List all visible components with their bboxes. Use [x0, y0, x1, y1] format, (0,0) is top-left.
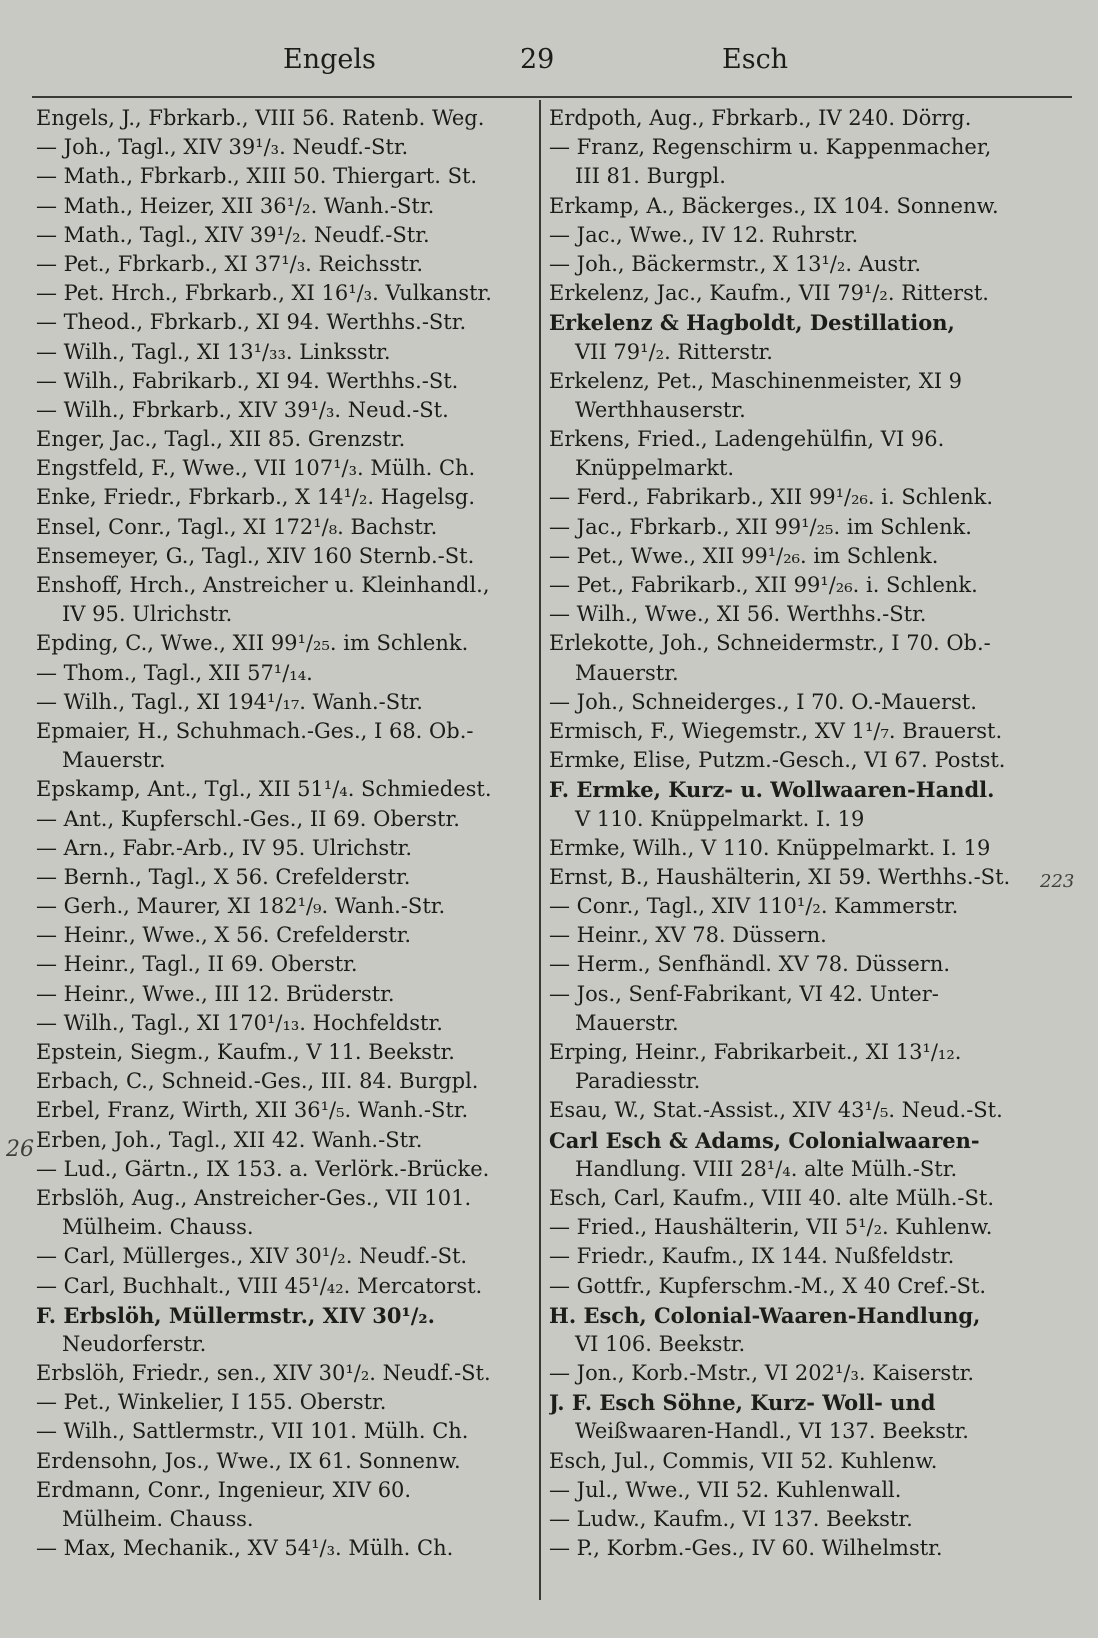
- directory-entry-continuation: Mauerstr.: [575, 660, 679, 685]
- directory-entry: — Fried., Haushälterin, VII 5¹/₂. Kuhlenw.: [549, 1215, 993, 1240]
- directory-entry: Erkelenz & Hagboldt, Destillation,: [549, 310, 955, 336]
- directory-entry: — Joh., Tagl., XIV 39¹/₃. Neudf.-Str.: [36, 135, 409, 160]
- directory-entry: — Carl, Müllerges., XIV 30¹/₂. Neudf.-St.: [36, 1244, 468, 1269]
- directory-entry: — Ludw., Kaufm., VI 137. Beekstr.: [549, 1507, 913, 1531]
- directory-entry: — Friedr., Kaufm., IX 144. Nußfeldstr.: [549, 1244, 955, 1269]
- directory-entry: Erping, Heinr., Fabrikarbeit., XI 13¹/₁₂.: [549, 1040, 962, 1064]
- directory-entry: H. Esch, Colonial-Waaren-Handlung,: [549, 1302, 981, 1328]
- directory-entry: Erdmann, Conr., Ingenieur, XIV 60.: [36, 1477, 412, 1502]
- directory-entry: — Wilh., Sattlermstr., VII 101. Mülh. Ch.: [36, 1419, 469, 1444]
- page-number: 29: [520, 44, 555, 75]
- directory-entry-continuation: Neudorferstr.: [62, 1331, 207, 1356]
- directory-entry-continuation: Weißwaaren-Handl., VI 137. Beekstr.: [575, 1419, 969, 1444]
- directory-entry: — Joh., Bäckermstr., X 13¹/₂. Austr.: [549, 251, 922, 276]
- left-column: [36, 104, 536, 1563]
- directory-entry: — Pet., Winkelier, I 155. Oberstr.: [36, 1390, 387, 1415]
- directory-entry: — Pet. Hrch., Fbrkarb., XI 16¹/₃. Vulkanstr.: [36, 281, 492, 306]
- directory-entry: — Heinr., Wwe., III 12. Brüderstr.: [36, 981, 395, 1006]
- directory-entry: — Theod., Fbrkarb., XI 94. Werthhs.-Str.: [36, 310, 467, 335]
- directory-entry: — Ant., Kupferschl.-Ges., II 69. Oberstr.: [36, 806, 460, 831]
- directory-entry-continuation: IV 95. Ulrichstr.: [62, 602, 233, 627]
- directory-entry: Ermke, Wilh., V 110. Knüppelmarkt. I. 19: [549, 835, 991, 860]
- directory-entry: Ensemeyer, G., Tagl., XIV 160 Sternb.-St.: [36, 543, 475, 568]
- directory-entry: F. Ermke, Kurz- u. Wollwaaren-Handl.: [549, 777, 995, 803]
- directory-entry-continuation: Paradiesstr.: [575, 1069, 701, 1094]
- directory-entry: Epmaier, H., Schuhmach.-Ges., I 68. Ob.-: [36, 718, 474, 743]
- directory-entry-continuation: Mauerstr.: [62, 748, 166, 773]
- directory-entry: Erlekotte, Joh., Schneidermstr., I 70. Ob.-: [549, 631, 991, 656]
- directory-entry: Enke, Friedr., Fbrkarb., X 14¹/₂. Hagelsg.: [36, 485, 476, 510]
- directory-entry: Erdensohn, Jos., Wwe., IX 61. Sonnenw.: [36, 1448, 461, 1473]
- directory-entry: Erkamp, A., Bäckerges., IX 104. Sonnenw.: [549, 193, 999, 218]
- directory-entry: — Wilh., Tagl., XI 13¹/₃₃. Linksstr.: [36, 339, 391, 364]
- directory-entry: — Ferd., Fabrikarb., XII 99¹/₂₆. i. Schlenk.: [549, 485, 994, 510]
- directory-entry: Enger, Jac., Tagl., XII 85. Grenzstr.: [36, 427, 406, 452]
- directory-entry: Engels, J., Fbrkarb., VIII 56. Ratenb. Weg.: [36, 106, 485, 130]
- directory-entry: Erbel, Franz, Wirth, XII 36¹/₅. Wanh.-Str.: [36, 1098, 469, 1123]
- directory-entry: Epding, C., Wwe., XII 99¹/₂₅. im Schlenk.: [36, 631, 469, 656]
- directory-entry: — Arn., Fabr.-Arb., IV 95. Ulrichstr.: [36, 835, 413, 860]
- right-column: [549, 104, 1079, 1563]
- directory-entry: — Conr., Tagl., XIV 110¹/₂. Kammerstr.: [549, 894, 959, 919]
- header-right-keyword: Esch: [722, 44, 789, 75]
- directory-entry: Ermke, Elise, Putzm.-Gesch., VI 67. Postst.: [549, 748, 1006, 773]
- directory-entry-continuation: Mülheim. Chauss.: [62, 1507, 254, 1531]
- directory-entry: — Jul., Wwe., VII 52. Kuhlenwall.: [549, 1477, 902, 1502]
- directory-entry: — Heinr., XV 78. Düssern.: [549, 923, 827, 948]
- directory-entry: — P., Korbm.-Ges., IV 60. Wilhelmstr.: [549, 1536, 943, 1561]
- directory-entry: — Pet., Fbrkarb., XI 37¹/₃. Reichsstr.: [36, 251, 424, 276]
- directory-entry: Ermisch, F., Wiegemstr., XV 1¹/₇. Brauerst.: [549, 718, 1003, 743]
- directory-entry: — Joh., Schneiderges., I 70. O.-Mauerst.: [549, 689, 977, 714]
- directory-entry-continuation: Mauerstr.: [575, 1010, 679, 1035]
- directory-entry: — Math., Tagl., XIV 39¹/₂. Neudf.-Str.: [36, 222, 430, 247]
- directory-entry: Ernst, B., Haushälterin, XI 59. Werthhs.-St.: [549, 864, 1011, 889]
- directory-entry: Enshoff, Hrch., Anstreicher u. Kleinhandl.,: [36, 573, 490, 597]
- directory-entry: Erkens, Fried., Ladengehülfin, VI 96.: [549, 427, 945, 452]
- column-divider: [539, 100, 541, 1600]
- directory-entry: F. Erbslöh, Müllermstr., XIV 30¹/₂.: [36, 1302, 435, 1328]
- directory-entry: Epskamp, Ant., Tgl., XII 51¹/₄. Schmiedest.: [36, 777, 492, 802]
- directory-entry: Erdpoth, Aug., Fbrkarb., IV 240. Dörrg.: [549, 106, 972, 130]
- directory-entry: Erbslöh, Aug., Anstreicher-Ges., VII 101.: [36, 1185, 472, 1210]
- directory-entry: — Wilh., Tagl., XI 170¹/₁₃. Hochfeldstr.: [36, 1010, 443, 1035]
- directory-entry: Epstein, Siegm., Kaufm., V 11. Beekstr.: [36, 1040, 455, 1064]
- directory-entry: — Wilh., Wwe., XI 56. Werthhs.-Str.: [549, 602, 927, 627]
- directory-entry: Erben, Joh., Tagl., XII 42. Wanh.-Str.: [36, 1127, 423, 1152]
- header-left-keyword: Engels: [283, 44, 376, 75]
- directory-entry: Erbslöh, Friedr., sen., XIV 30¹/₂. Neudf.-St.: [36, 1361, 491, 1386]
- page-header: [0, 40, 1098, 80]
- directory-entry: Carl Esch & Adams, Colonialwaaren-: [549, 1127, 980, 1153]
- directory-entry: — Carl, Buchhalt., VIII 45¹/₄₂. Mercatorst.: [36, 1273, 483, 1298]
- directory-entry-continuation: Handlung. VIII 28¹/₄. alte Mülh.-Str.: [575, 1156, 958, 1181]
- directory-entry: — Math., Heizer, XII 36¹/₂. Wanh.-Str.: [36, 193, 435, 218]
- header-rule: [32, 96, 1072, 98]
- directory-entry: — Thom., Tagl., XII 57¹/₁₄.: [36, 660, 313, 685]
- directory-entry-continuation: Mülheim. Chauss.: [62, 1215, 254, 1240]
- directory-entry: — Franz, Regenschirm u. Kappenmacher,: [549, 135, 992, 160]
- directory-entry: Esch, Carl, Kaufm., VIII 40. alte Mülh.-St.: [549, 1185, 994, 1210]
- directory-entry: — Wilh., Fabrikarb., XI 94. Werthhs.-St.: [36, 368, 459, 393]
- directory-entry: — Gerh., Maurer, XI 182¹/₉. Wanh.-Str.: [36, 894, 446, 919]
- directory-entry-continuation: Knüppelmarkt.: [575, 456, 735, 481]
- directory-entry: Engstfeld, F., Wwe., VII 107¹/₃. Mülh. Ch.: [36, 456, 476, 481]
- directory-entry: Erbach, C., Schneid.-Ges., III. 84. Burgpl.: [36, 1069, 479, 1094]
- directory-entry: — Heinr., Tagl., II 69. Oberstr.: [36, 952, 358, 977]
- directory-entry: Erkelenz, Jac., Kaufm., VII 79¹/₂. Ritterst.: [549, 281, 989, 306]
- directory-entry: Esau, W., Stat.-Assist., XIV 43¹/₅. Neud.-St.: [549, 1098, 1003, 1123]
- directory-entry: — Max, Mechanik., XV 54¹/₃. Mülh. Ch.: [36, 1536, 454, 1561]
- directory-entry: J. F. Esch Söhne, Kurz- Woll- und: [549, 1390, 936, 1416]
- directory-entry: — Heinr., Wwe., X 56. Crefelderstr.: [36, 923, 412, 948]
- directory-entry: — Bernh., Tagl., X 56. Crefelderstr.: [36, 864, 411, 889]
- directory-entry: — Wilh., Fbrkarb., XIV 39¹/₃. Neud.-St.: [36, 397, 449, 422]
- directory-entry: Erkelenz, Pet., Maschinenmeister, XI 9: [549, 368, 963, 393]
- directory-entry-continuation: VII 79¹/₂. Ritterstr.: [575, 339, 773, 364]
- directory-entry: — Wilh., Tagl., XI 194¹/₁₇. Wanh.-Str.: [36, 689, 423, 714]
- directory-entry: Esch, Jul., Commis, VII 52. Kuhlenw.: [549, 1448, 938, 1473]
- directory-entry: — Gottfr., Kupferschm.-M., X 40 Cref.-St.: [549, 1273, 987, 1298]
- directory-entry-continuation: V 110. Knüppelmarkt. I. 19: [575, 806, 865, 831]
- directory-entry: Ensel, Conr., Tagl., XI 172¹/₈. Bachstr.: [36, 514, 438, 539]
- handwritten-margin-note-right: 223: [1040, 871, 1075, 892]
- directory-entry: — Lud., Gärtn., IX 153. a. Verlörk.-Brücke.: [36, 1156, 490, 1181]
- directory-entry: — Jac., Fbrkarb., XII 99¹/₂₅. im Schlenk.: [549, 514, 972, 539]
- directory-entry: — Jac., Wwe., IV 12. Ruhrstr.: [549, 222, 859, 247]
- directory-entry-continuation: Werthhauserstr.: [575, 397, 746, 422]
- directory-entry: — Pet., Fabrikarb., XII 99¹/₂₆. i. Schlenk.: [549, 573, 978, 597]
- directory-entry: — Herm., Senfhändl. XV 78. Düssern.: [549, 952, 951, 977]
- directory-entry: — Pet., Wwe., XII 99¹/₂₆. im Schlenk.: [549, 543, 939, 568]
- directory-entry-continuation: III 81. Burgpl.: [575, 164, 726, 189]
- handwritten-margin-note-left: 26: [6, 1137, 34, 1162]
- directory-entry: — Jos., Senf-Fabrikant, VI 42. Unter-: [549, 981, 939, 1006]
- directory-entry: — Math., Fbrkarb., XIII 50. Thiergart. St.: [36, 164, 478, 189]
- directory-entry-continuation: VI 106. Beekstr.: [575, 1331, 746, 1356]
- directory-entry: — Jon., Korb.-Mstr., VI 202¹/₃. Kaiserstr.: [549, 1361, 975, 1386]
